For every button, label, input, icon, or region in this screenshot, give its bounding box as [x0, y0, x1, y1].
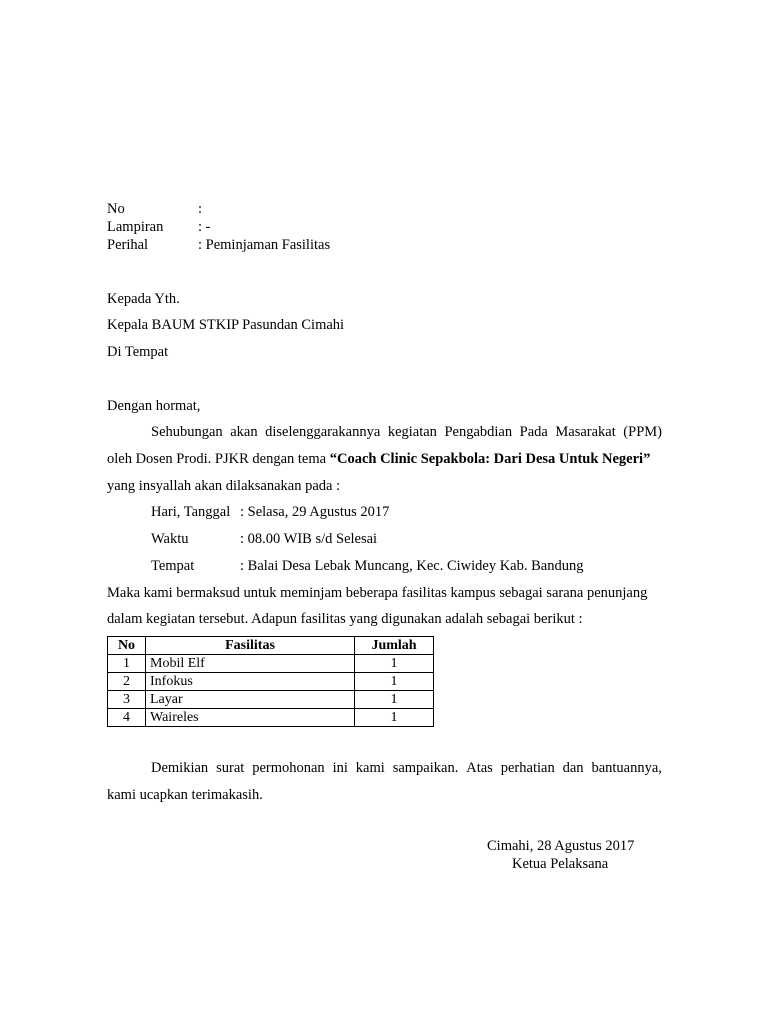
- word: surat: [216, 760, 245, 776]
- hari-value: : Selasa, 29 Agustus 2017: [240, 504, 390, 520]
- row-no: 3: [108, 691, 146, 709]
- no-value: :: [198, 201, 203, 217]
- table-row: [108, 673, 434, 691]
- word: sampaikan.: [392, 760, 459, 776]
- row-no: 2: [108, 673, 146, 691]
- paragraph1-line2: [107, 450, 650, 468]
- row-no: 4: [108, 709, 146, 727]
- signature-place-date: Cimahi, 28 Agustus 2017: [487, 838, 635, 854]
- perihal-label: Perihal: [107, 237, 149, 253]
- paragraph1-line2-text: oleh Dosen Prodi. PJKR dengan tema: [107, 451, 330, 467]
- header-fasilitas: Fasilitas: [146, 637, 355, 655]
- event-theme: “Coach Clinic Sepakbola: Dari Desa Untuk Negeri”: [329, 451, 651, 467]
- signature-role: Ketua Pelaksana: [512, 856, 609, 872]
- row-jumlah: 1: [355, 709, 434, 727]
- closing-line1: [151, 759, 662, 777]
- no-label: No: [107, 201, 125, 217]
- row-fasilitas: Mobil Elf: [146, 655, 355, 673]
- table-row: [108, 655, 434, 673]
- row-fasilitas: Waireles: [146, 709, 355, 727]
- lampiran-value: : -: [198, 219, 211, 235]
- word: (PPM): [623, 424, 662, 440]
- word: bantuannya,: [591, 760, 662, 776]
- row-jumlah: 1: [355, 655, 434, 673]
- word: Atas: [466, 760, 493, 776]
- paragraph1-line1: [151, 423, 662, 441]
- word: akan: [230, 424, 258, 440]
- word: Sehubungan: [151, 424, 223, 440]
- waktu-label: Waktu: [151, 531, 189, 547]
- table-row: [108, 691, 434, 709]
- paragraph1-line3: yang insyallah akan dilaksanakan pada :: [107, 478, 341, 494]
- hari-label: Hari, Tanggal: [151, 504, 231, 520]
- paragraph2-line2: dalam kegiatan tersebut. Adapun fasilitas yang digunakan adalah sebagai berikut :: [107, 611, 583, 627]
- word: permohonan: [252, 760, 325, 776]
- word: Pengabdian: [444, 424, 513, 440]
- tempat-value: : Balai Desa Lebak Muncang, Kec. Ciwidey Kab. Bandung: [240, 558, 584, 574]
- word: perhatian: [500, 760, 555, 776]
- perihal-value: : Peminjaman Fasilitas: [198, 237, 331, 253]
- facilities-table: [107, 636, 434, 727]
- waktu-value: : 08.00 WIB s/d Selesai: [240, 531, 378, 547]
- row-fasilitas: Layar: [146, 691, 355, 709]
- table-header-row: [108, 637, 434, 655]
- word: kegiatan: [387, 424, 437, 440]
- row-jumlah: 1: [355, 673, 434, 691]
- salutation: Dengan hormat,: [107, 398, 201, 414]
- word: diselenggarakannya: [265, 424, 381, 440]
- lampiran-label: Lampiran: [107, 219, 164, 235]
- closing-line2: kami ucapkan terimakasih.: [107, 787, 263, 803]
- header-no: No: [108, 637, 146, 655]
- row-fasilitas: Infokus: [146, 673, 355, 691]
- header-jumlah: Jumlah: [355, 637, 434, 655]
- recipient-name: Kepala BAUM STKIP Pasundan Cimahi: [107, 317, 345, 333]
- row-jumlah: 1: [355, 691, 434, 709]
- row-no: 1: [108, 655, 146, 673]
- word: Pada: [519, 424, 548, 440]
- word: kami: [355, 760, 385, 776]
- word: Masarakat: [555, 424, 616, 440]
- table-row: [108, 709, 434, 727]
- word: dan: [562, 760, 584, 776]
- recipient-greeting: Kepada Yth.: [107, 291, 180, 307]
- word: Demikian: [151, 760, 209, 776]
- recipient-place: Di Tempat: [107, 344, 169, 360]
- paragraph2-line1: Maka kami bermaksud untuk meminjam beberapa fasilitas kampus sebagai sarana penunjang: [107, 585, 648, 601]
- word: ini: [332, 760, 348, 776]
- tempat-label: Tempat: [151, 558, 195, 574]
